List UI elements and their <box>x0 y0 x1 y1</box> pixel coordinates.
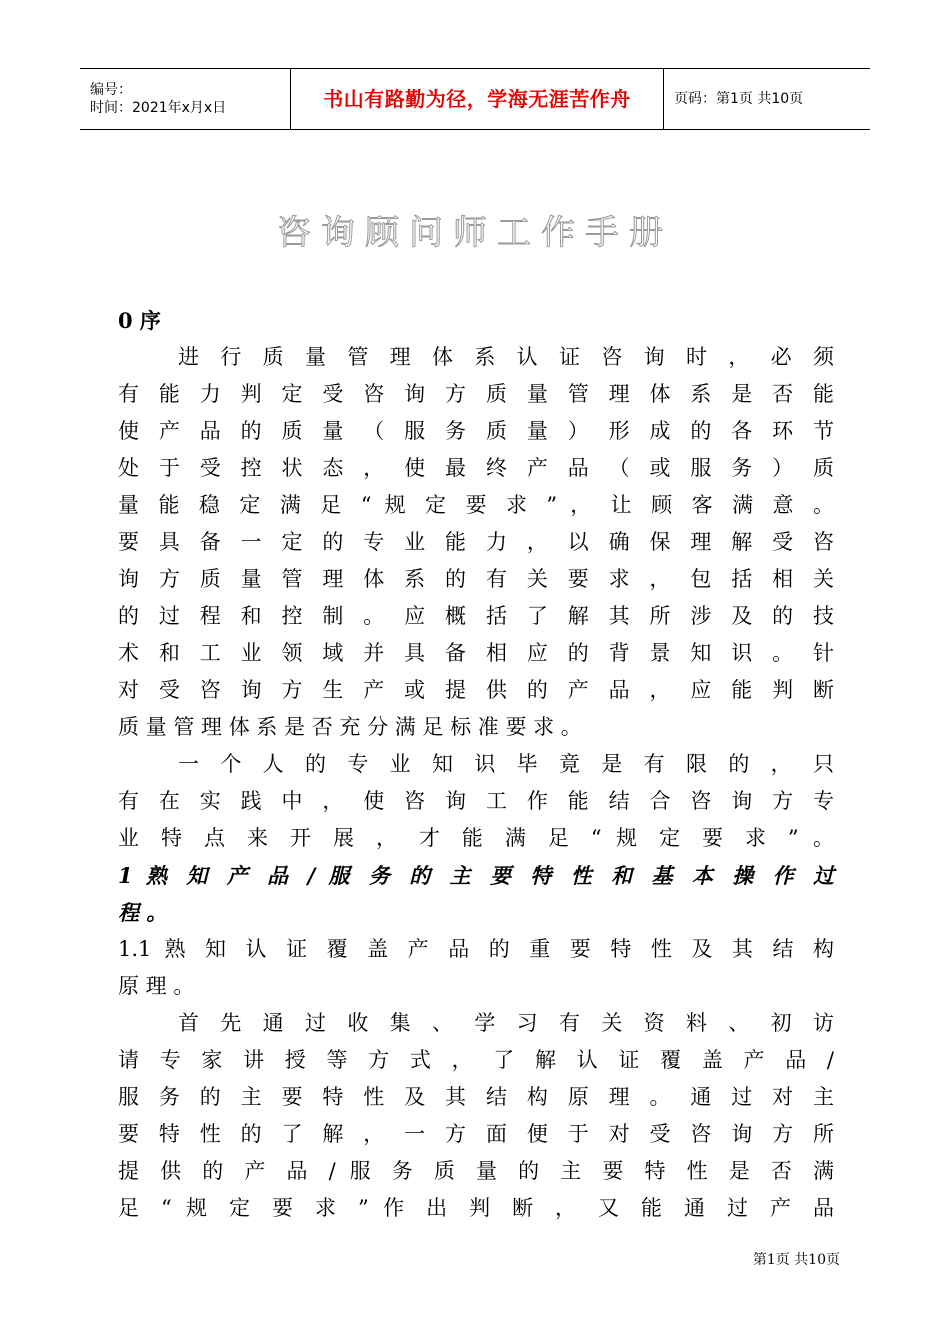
paragraph-line: 质 量 管 理 体 系 是 否 充 分 满 足 标 准 要 求 。 <box>118 715 582 739</box>
section-1-1-heading: 1.1 熟 知 认 证 覆 盖 产 品 的 重 要 特 性 及 其 结 构 <box>118 937 834 961</box>
paragraph-line: 服 务 的 主 要 特 性 及 其 结 构 原 理 。 通 过 对 主 <box>118 1085 834 1109</box>
time-label: 时间：2021年x月x日 <box>90 100 227 116</box>
paragraph-line: 处 于 受 控 状 态 ， 使 最 终 产 品 （ 或 服 务 ） 质 <box>118 456 834 480</box>
paragraph-line: 请 专 家 讲 授 等 方 式 ， 了 解 认 证 覆 盖 产 品 / <box>118 1048 834 1072</box>
header-meta <box>80 69 291 129</box>
header-motto <box>291 69 664 129</box>
paragraph-line: 足 “ 规 定 要 求 ” 作 出 判 断 ， 又 能 通 过 产 品 <box>118 1196 834 1220</box>
document-title: 咨询顾问师工作手册 <box>277 213 673 253</box>
paragraph-line: 进 行 质 量 管 理 体 系 认 证 咨 询 时 ， 必 须 <box>178 345 834 369</box>
paragraph-line: 提 供 的 产 品 / 服 务 质 量 的 主 要 特 性 是 否 满 <box>118 1159 834 1183</box>
paragraph-line: 询 方 质 量 管 理 体 系 的 有 关 要 求 ， 包 括 相 关 <box>118 567 834 591</box>
paragraph-line: 量 能 稳 定 满 足 “ 规 定 要 求 ” ， 让 顾 客 满 意 。 <box>118 493 834 517</box>
number-label: 编号： <box>90 82 132 98</box>
motto-text: 书山有路勤为径，学海无涯苦作舟 <box>323 87 631 111</box>
section-1-heading-cont: 程 。 <box>118 900 168 925</box>
paragraph-line: 使 产 品 的 质 量 （ 服 务 质 量 ） 形 成 的 各 环 节 <box>118 419 834 443</box>
header-page-info <box>664 69 870 129</box>
paragraph-line: 要 具 备 一 定 的 专 业 能 力 ， 以 确 保 理 解 受 咨 <box>118 530 834 554</box>
paragraph-line: 首 先 通 过 收 集 、 学 习 有 关 资 料 、 初 访 <box>178 1011 834 1035</box>
paragraph-line: 有 能 力 判 定 受 咨 询 方 质 量 管 理 体 系 是 否 能 <box>118 382 834 406</box>
section-1-1-heading-cont: 原 理 。 <box>118 974 195 998</box>
paragraph-line: 有 在 实 践 中 ， 使 咨 询 工 作 能 结 合 咨 询 方 专 <box>118 789 834 813</box>
paragraph-line: 要 特 性 的 了 解 ， 一 方 面 便 于 对 受 咨 询 方 所 <box>118 1122 834 1146</box>
paragraph-line: 对 受 咨 询 方 生 产 或 提 供 的 产 品 ， 应 能 判 断 <box>118 678 834 702</box>
page-info-text: 页码：第1页 共10页 <box>674 91 804 107</box>
document-body <box>118 302 834 1227</box>
page-header <box>80 68 870 130</box>
paragraph-line: 的 过 程 和 控 制 。 应 概 括 了 解 其 所 涉 及 的 技 <box>118 604 834 628</box>
paragraph-line: 业 特 点 来 开 展 ， 才 能 满 足 “ 规 定 要 求 ” 。 <box>118 826 834 850</box>
paragraph-line: 术 和 工 业 领 域 并 具 备 相 应 的 背 景 知 识 。 针 <box>118 641 834 665</box>
page-footer: 第1页 共10页 <box>752 1252 840 1268</box>
section-1-heading: 1 熟 知 产 品 / 服 务 的 主 要 特 性 和 基 本 操 作 过 <box>118 863 834 888</box>
paragraph-line: 一 个 人 的 专 业 知 识 毕 竟 是 有 限 的 ， 只 <box>178 752 834 776</box>
section-0-heading: 0 序 <box>118 308 161 333</box>
